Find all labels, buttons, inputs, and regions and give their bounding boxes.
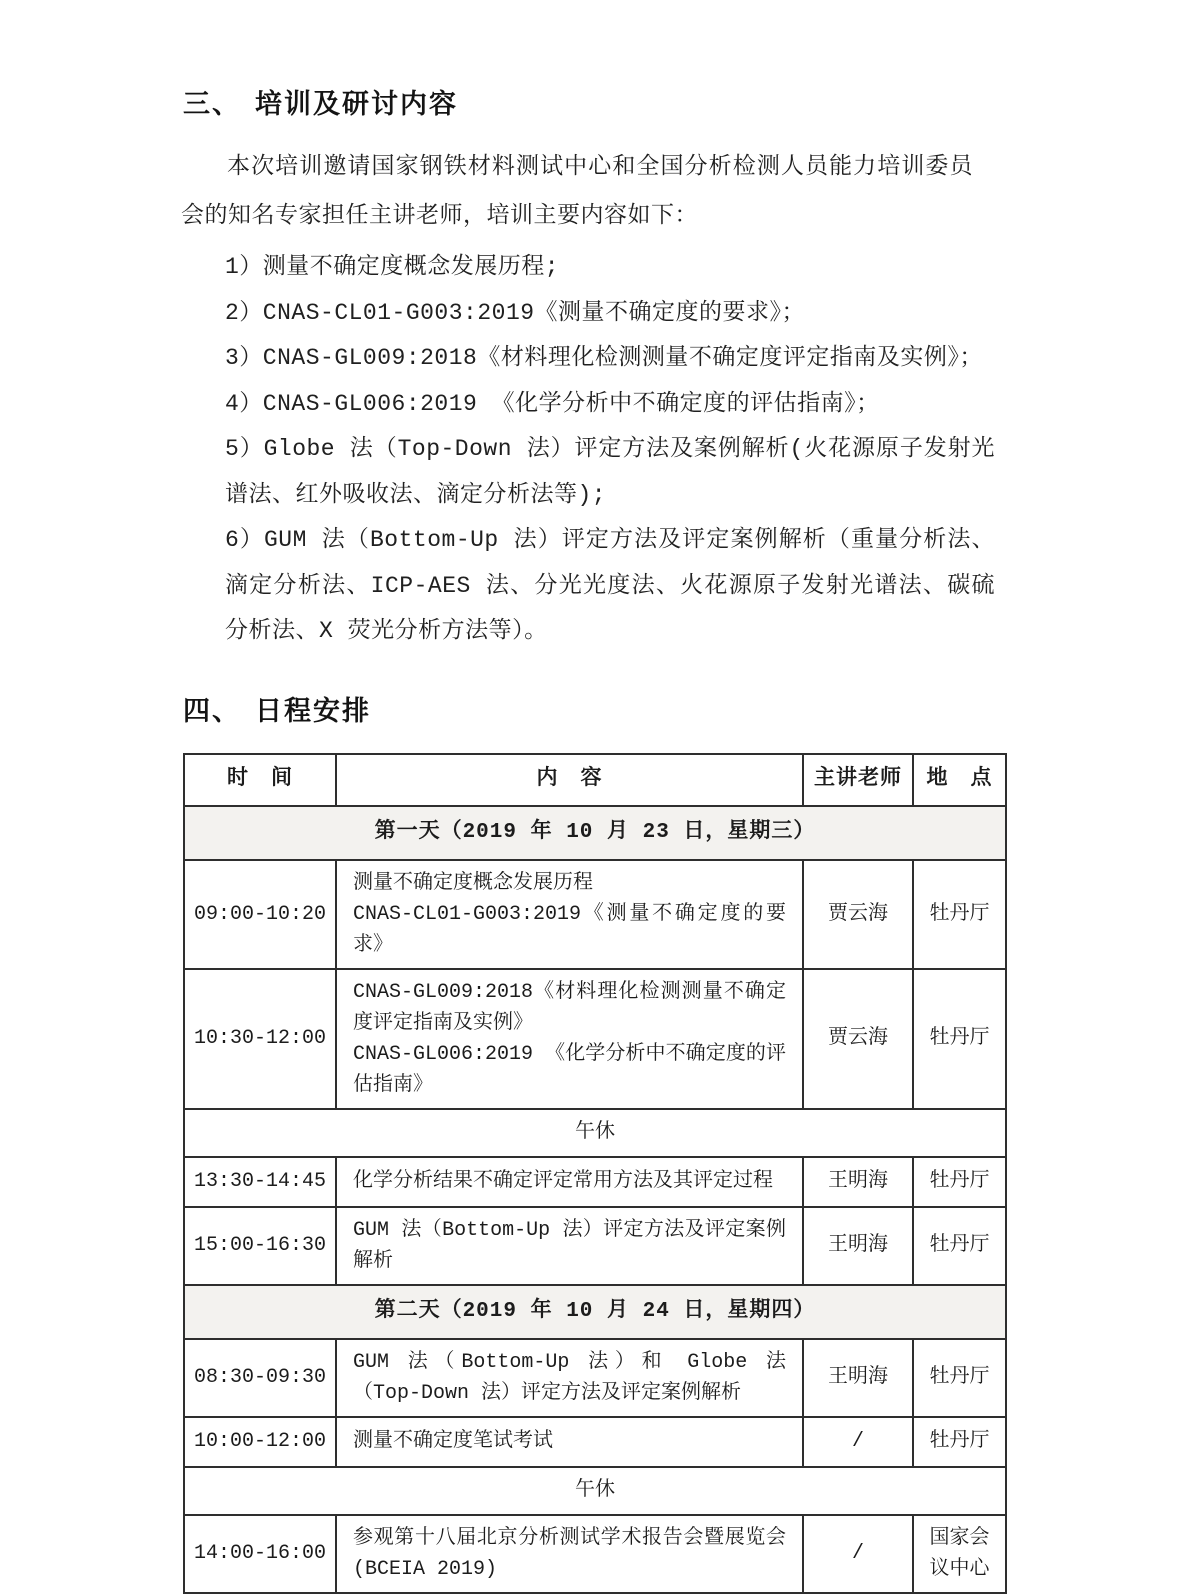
table-row [184,1339,1006,1417]
session-place: 牡丹厅 [913,1157,1006,1207]
section3-title: 培训及研讨内容 [255,89,458,119]
table-row [184,1515,1006,1593]
intro-paragraph: 本次培训邀请国家钢铁材料测试中心和全国分析检测人员能力培训委员会的知名专家担任主讲老师，培训主要内容如下： [181,154,973,229]
content-line: 测量不确定度笔试考试 [353,1430,553,1453]
header-cell-place: 地 点 [913,754,1006,806]
content-line: CNAS-CL01-G003:2019《测量不确定度的要求》 [353,902,786,957]
day1-header-row [184,806,1006,860]
session-content [336,1157,803,1207]
session-time: 13:30-14:45 [184,1157,336,1207]
list-item-4: 4）CNAS-GL006:2019 《化学分析中不确定度的评估指南》； [225,390,880,417]
session-content [336,860,803,969]
section3-heading [183,82,1181,121]
training-topics-list [225,245,995,655]
list-item-6: 6）GUM 法（Bottom-Up 法）评定方法及评定案例解析（重量分析法、滴定分析法、ICP-AES 法、分光光度法、火花源原子发射光谱法、碳硫分析法、X 荧光分析方法等）。 [225,527,995,644]
lunch-break-row [184,1467,1006,1515]
list-item-5: 5）Globe 法（Top-Down 法）评定方法及案例解析(火花源原子发射光谱法、红外吸收法、滴定分析法等); [225,436,995,508]
session-place: 牡丹厅 [913,1207,1006,1285]
session-content [336,1515,803,1593]
content-line: 测量不确定度概念发展历程 [353,871,593,895]
session-time: 08:30-09:30 [184,1339,336,1417]
day2-label: 第二天（2019 年 10 月 24 日，星期四） [184,1285,1006,1339]
session-content [336,1207,803,1285]
session-teacher: 贾云海 [803,969,913,1109]
table-row [184,969,1006,1109]
session-teacher: 王明海 [803,1339,913,1417]
content-line: 化学分析结果不确定评定常用方法及其评定过程 [353,1170,773,1193]
header-cell-time: 时 间 [184,754,336,806]
session-teacher: / [803,1417,913,1467]
list-item-1: 1）测量不确定度概念发展历程; [225,254,560,280]
content-line: GUM 法（Bottom-Up 法）评定方法及评定案例解析 [353,1218,786,1273]
session-teacher: 王明海 [803,1207,913,1285]
session-place: 国家会议中心 [913,1515,1006,1593]
session-place: 牡丹厅 [913,1417,1006,1467]
lunch-break-label: 午休 [184,1467,1006,1515]
session-place: 牡丹厅 [913,1339,1006,1417]
list-item-3: 3）CNAS-GL009:2018《材料理化检测测量不确定度评定指南及实例》； [225,345,983,371]
section4-number: 四、 [183,695,241,726]
session-content [336,1339,803,1417]
session-time: 10:30-12:00 [184,969,336,1109]
session-place: 牡丹厅 [913,860,1006,969]
session-time: 09:00-10:20 [184,860,336,969]
session-time: 14:00-16:00 [184,1515,336,1593]
session-place: 牡丹厅 [913,969,1006,1109]
session-content [336,1417,803,1467]
schedule-table [183,753,1007,1594]
content-line: 参观第十八届北京分析测试学术报告会暨展览会(BCEIA 2019) [353,1526,786,1581]
table-header-row [184,754,1006,806]
day2-header-row [184,1285,1006,1339]
session-time: 15:00-16:30 [184,1207,336,1285]
header-cell-content: 内 容 [336,754,803,806]
table-row [184,1417,1006,1467]
lunch-break-label: 午休 [184,1109,1006,1157]
session-teacher: / [803,1515,913,1593]
section3-number: 三、 [183,89,241,119]
session-time: 10:00-12:00 [184,1417,336,1467]
table-row [184,1207,1006,1285]
table-row [184,1157,1006,1207]
day1-label: 第一天（2019 年 10 月 23 日，星期三） [184,806,1006,860]
session-teacher: 贾云海 [803,860,913,969]
session-content [336,969,803,1109]
table-row [184,860,1006,969]
content-line: CNAS-GL009:2018《材料理化检测测量不确定度评定指南及实例》 [353,980,786,1035]
section4-title: 日程安排 [255,695,371,726]
content-line: GUM 法（Bottom-Up 法）和 Globe 法（Top-Down 法）评定方法及评定案例解析 [353,1350,786,1405]
section4-heading [183,689,1181,728]
content-line: CNAS-GL006:2019 《化学分析中不确定度的评估指南》 [353,1042,786,1097]
session-teacher: 王明海 [803,1157,913,1207]
list-item-2: 2）CNAS-CL01-G003:2019《测量不确定度的要求》； [225,299,806,326]
header-cell-teacher: 主讲老师 [803,754,913,806]
lunch-break-row [184,1109,1006,1157]
